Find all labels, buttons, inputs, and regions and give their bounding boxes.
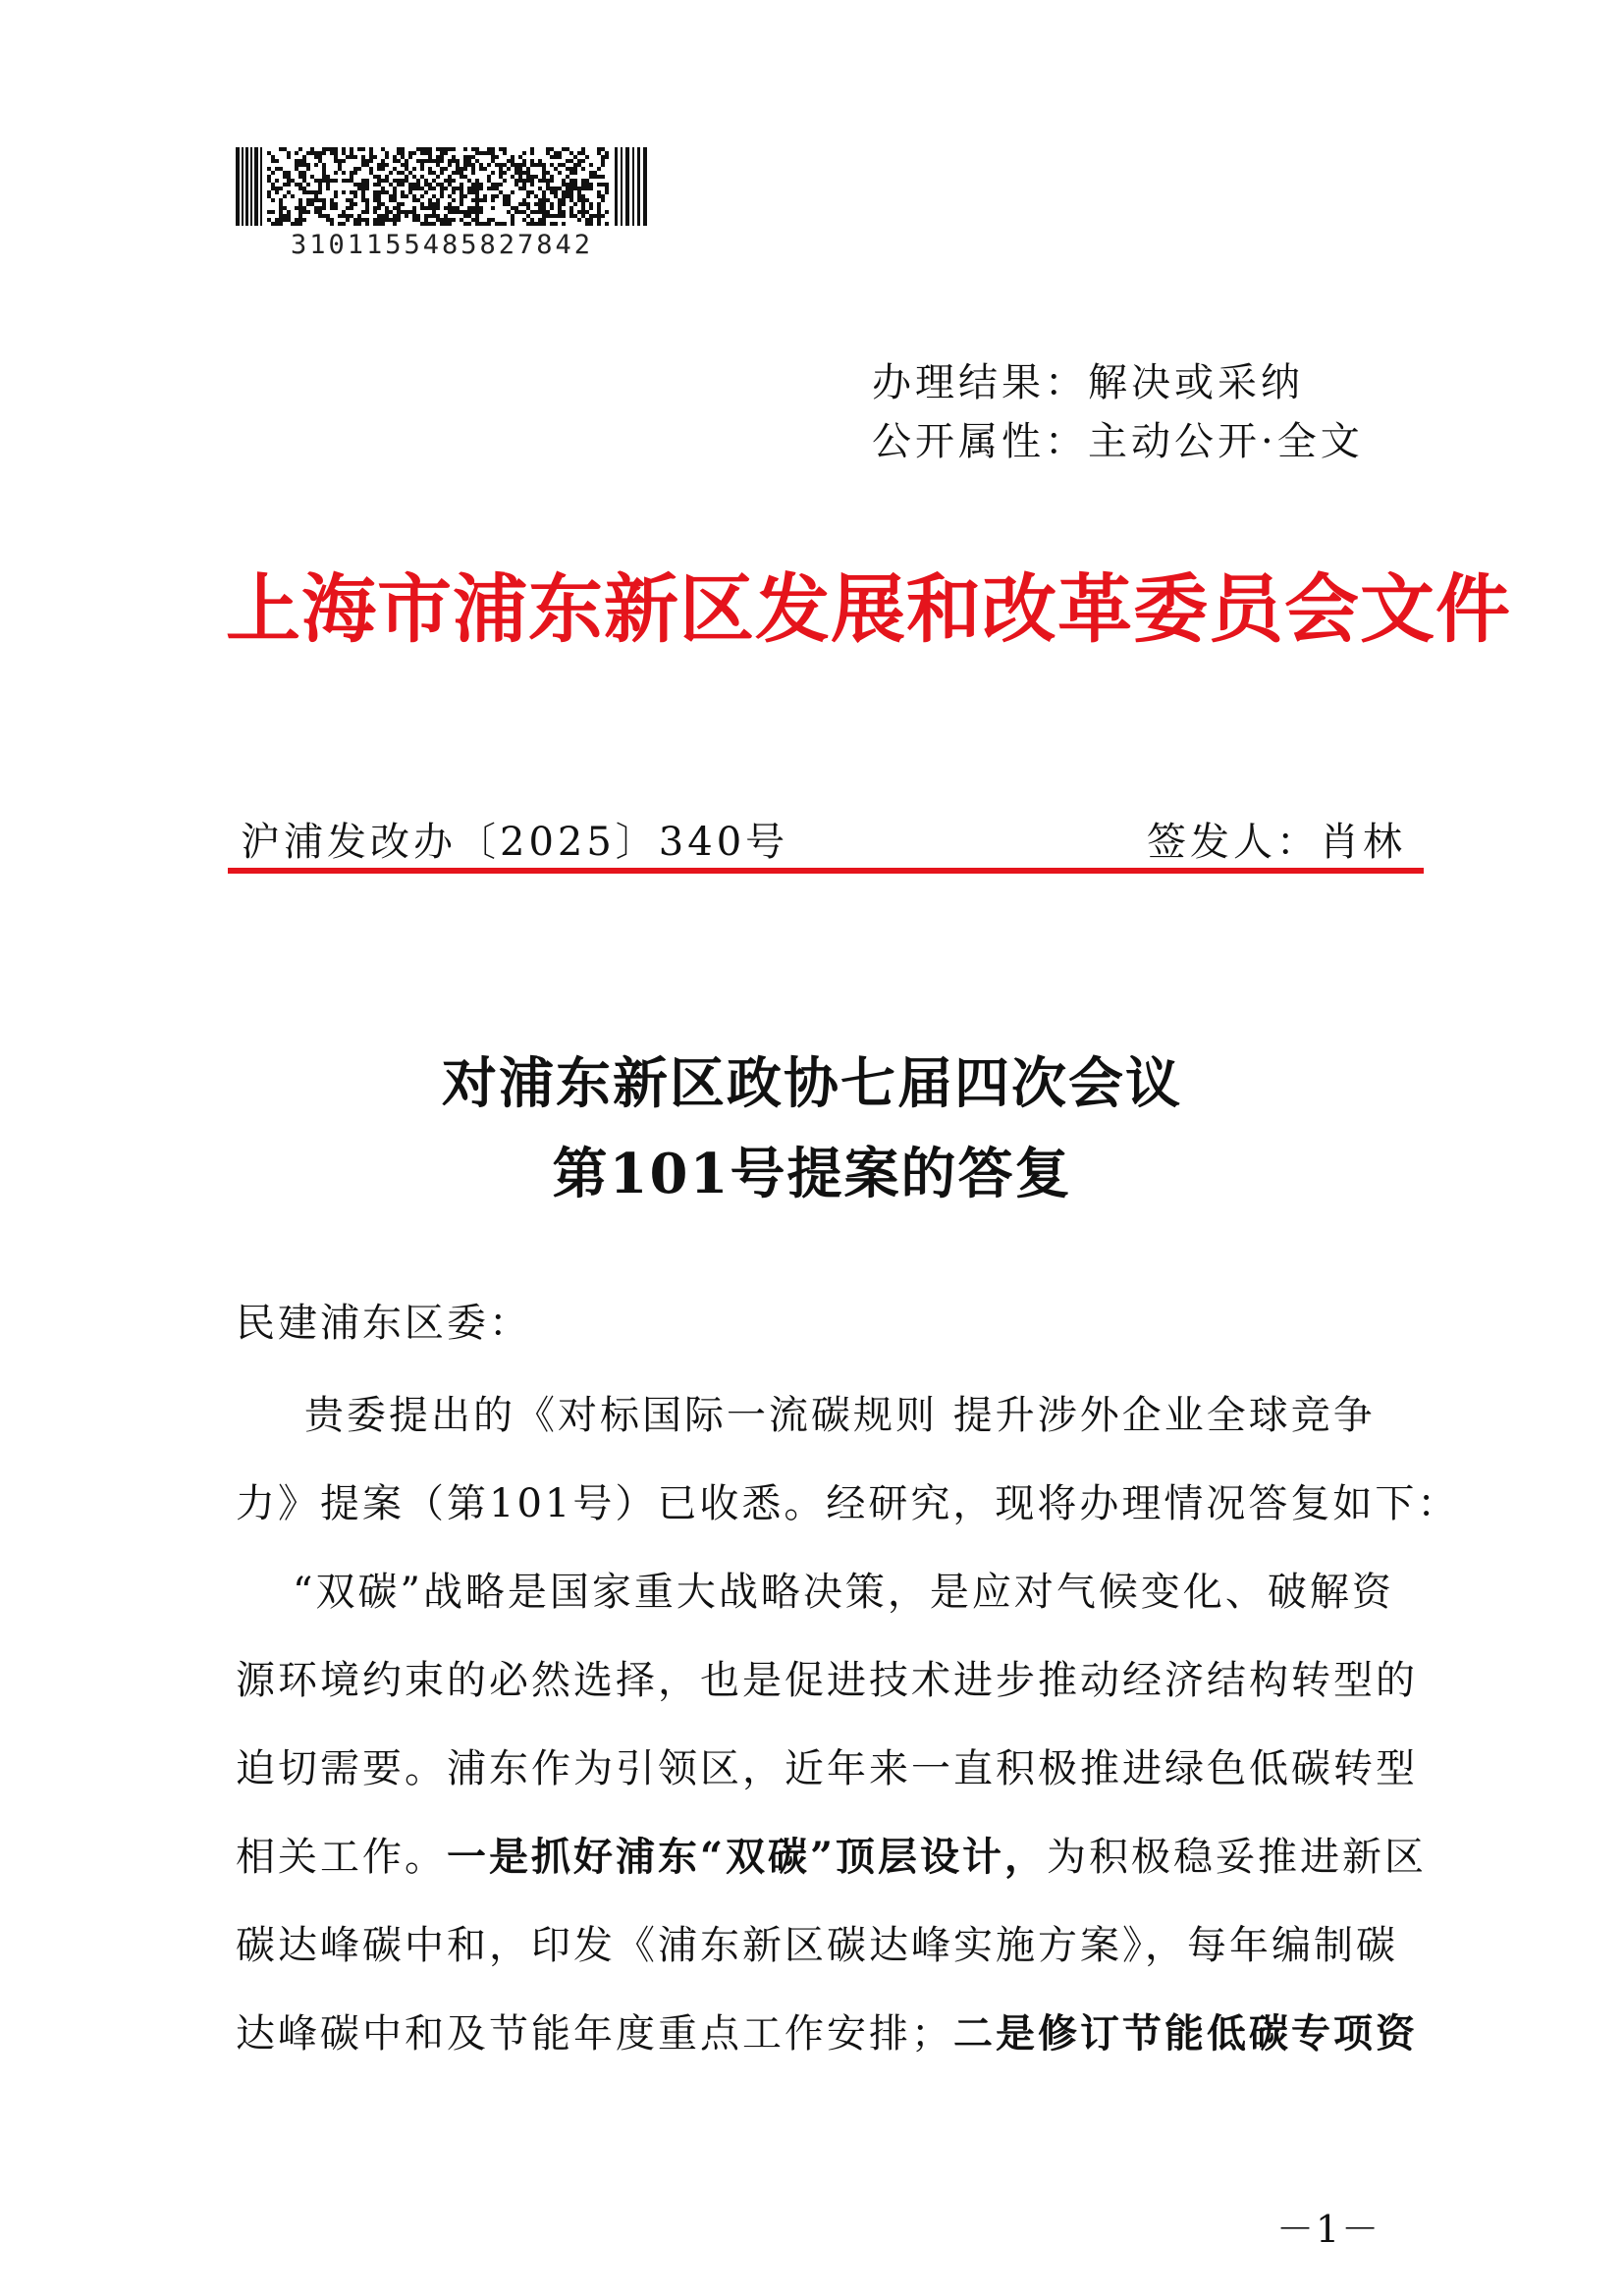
barcode-number: 3101155485827842: [290, 230, 594, 260]
paragraph-2-line-6-text-a: 达峰碳中和及节能年度重点工作安排；: [236, 2011, 953, 2056]
paragraph-2-line-4-text-a: 相关工作。: [236, 1835, 447, 1880]
paragraph-1-line-1: 贵委提出的《对标国际一流碳规则 提升涉外企业全球竞争: [304, 1393, 1376, 1438]
signer: 签发人：肖林: [1147, 820, 1406, 865]
salutation: 民建浦东区委：: [236, 1301, 531, 1346]
issuer-title: 上海市浦东新区发展和改革委员会文件: [226, 565, 1511, 653]
red-divider: [228, 868, 1424, 874]
paragraph-1-line-2: 力》提案（第101号）已收悉。经研究，现将办理情况答复如下：: [236, 1481, 1460, 1526]
paragraph-2-line-6: [236, 2010, 1430, 2057]
page-number: －1－: [1276, 2208, 1381, 2251]
document-number: 沪浦发改办〔2025〕340号: [241, 820, 789, 865]
paragraph-2-line-4: [236, 1834, 1430, 1881]
handling-result: 办理结果：解决或采纳: [872, 360, 1304, 405]
point-one-heading: 一是抓好浦东“双碳”顶层设计，: [447, 1834, 1048, 1880]
paragraph-2-line-4-text-b: 为积极稳妥推进新区: [1047, 1835, 1428, 1880]
paragraph-2-line-5: 碳达峰碳中和，印发《浦东新区碳达峰实施方案》，每年编制碳: [236, 1923, 1398, 1968]
barcode-image: [236, 147, 648, 226]
document-title-line-1: 对浦东新区政协七届四次会议: [442, 1051, 1182, 1116]
paragraph-2-line-3: 迫切需要。浦东作为引领区，近年来一直积极推进绿色低碳转型: [236, 1746, 1418, 1791]
paragraph-2-line-1: “双碳”战略是国家重大战略决策，是应对气候变化、破解资: [293, 1570, 1394, 1615]
disclosure-attribute: 公开属性：主动公开·全文: [872, 419, 1364, 464]
paragraph-2-line-2: 源环境约束的必然选择，也是促进技术进步推动经济结构转型的: [236, 1658, 1418, 1703]
point-two-heading: 二是修订节能低碳专项资: [953, 2010, 1418, 2056]
document-title-line-2: 第101号提案的答复: [552, 1142, 1072, 1206]
